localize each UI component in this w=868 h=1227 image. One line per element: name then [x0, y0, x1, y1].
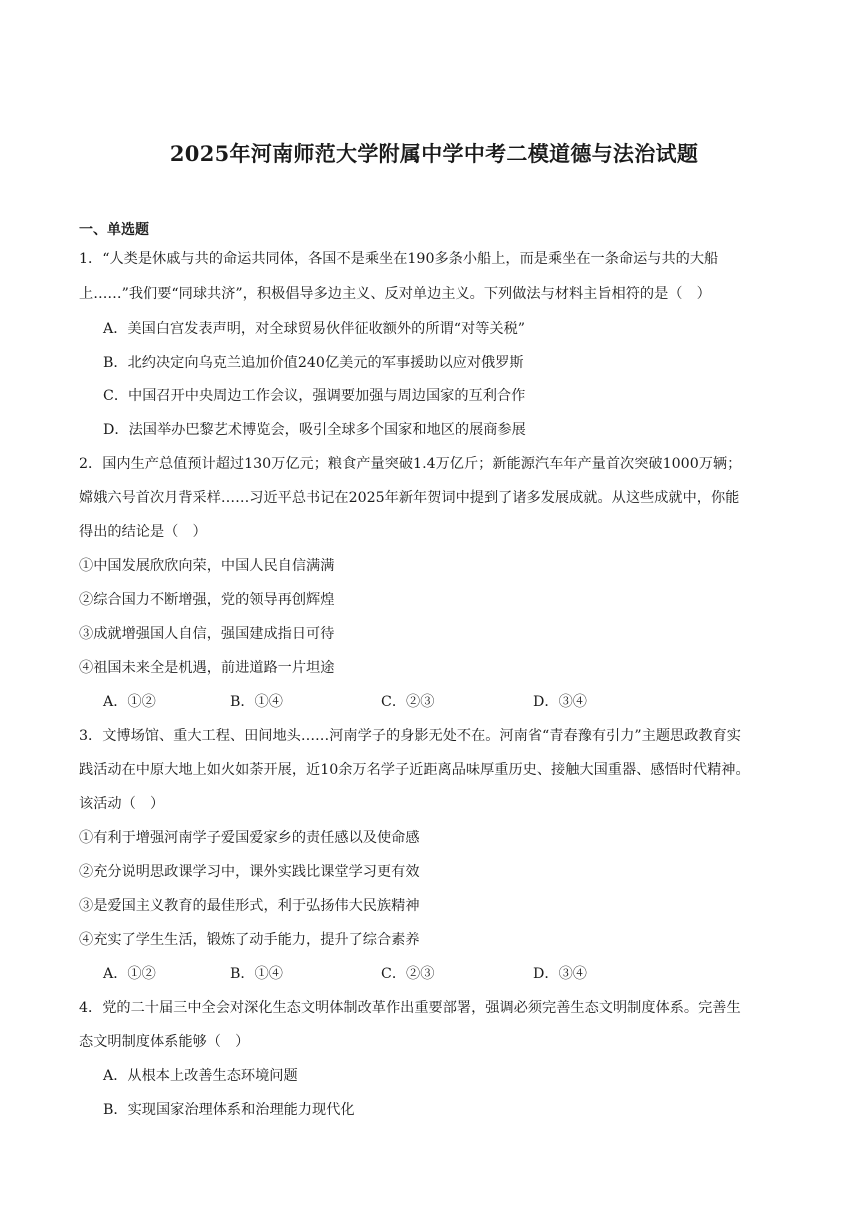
- page-title: 2025年河南师范大学附属中学中考二模道德与法治试题: [169, 141, 699, 166]
- question-1-option-a: A．美国白宫发表声明，对全球贸易伙伴征收额外的所谓“对等关税”: [103, 321, 526, 337]
- question-3-statement-4: ④充实了学生生活，锻炼了动手能力，提升了综合素养: [79, 932, 420, 948]
- question-3-choice-b: B．①④: [230, 966, 283, 982]
- question-2-choice-a: A．①②: [103, 694, 156, 710]
- question-2-statement-2: ②综合国力不断增强，党的领导再创辉煌: [79, 592, 335, 608]
- question-3-statement-1: ①有利于增强河南学子爱国爱家乡的责任感以及使命感: [79, 830, 420, 846]
- question-3-line-1: 3．文博场馆、重大工程、田间地头……河南学子的身影无处不在。河南省“青春豫有引力”主题思政教育实: [79, 728, 741, 744]
- question-4-option-b: B．实现国家治理体系和治理能力现代化: [103, 1102, 355, 1118]
- question-2-choice-c: C．②③: [381, 694, 435, 710]
- question-3-choice-c: C．②③: [381, 966, 435, 982]
- question-3-choice-d: D．③④: [533, 966, 587, 982]
- question-2-statement-1: ①中国发展欣欣向荣，中国人民自信满满: [79, 558, 335, 574]
- question-2-line-1: 2．国内生产总值预计超过130万亿元；粮食产量突破1.4万亿斤；新能源汽车年产量首次突破1000万辆；: [79, 456, 742, 472]
- question-4-line-1: 4．党的二十届三中全会对深化生态文明体制改革作出重要部署，强调必须完善生态文明制度体系。完善生: [79, 1000, 741, 1016]
- question-1-option-c: C．中国召开中央周边工作会议，强调要加强与周边国家的互利合作: [103, 388, 526, 404]
- question-3-line-2: 践活动在中原大地上如火如荼开展，近10余万名学子近距离品味厚重历史、接触大国重器、感悟时代精神。: [79, 762, 750, 778]
- question-2-statement-4: ④祖国未来全是机遇，前进道路一片坦途: [79, 660, 335, 676]
- question-2-choice-d: D．③④: [533, 694, 587, 710]
- question-1-option-b: B．北约决定向乌克兰追加价值240亿美元的军事援助以应对俄罗斯: [103, 355, 524, 371]
- question-1-line-1: 1．“人类是休戚与共的命运共同体，各国不是乘坐在190多条小船上，而是乘坐在一条命运与共的大船: [79, 251, 719, 267]
- question-1-option-d: D．法国举办巴黎艺术博览会，吸引全球多个国家和地区的展商参展: [103, 422, 526, 438]
- question-3-choice-a: A．①②: [103, 966, 156, 982]
- question-2-line-3: 得出的结论是（ ）: [79, 524, 207, 540]
- question-3-statement-3: ③是爱国主义教育的最佳形式，利于弘扬伟大民族精神: [79, 898, 420, 914]
- question-2-line-2: 嫦娥六号首次月背采样……习近平总书记在2025年新年贺词中提到了诸多发展成就。从这些成就中，你能: [79, 490, 740, 506]
- question-4-option-a: A．从根本上改善生态环境问题: [103, 1068, 298, 1084]
- question-1-line-2: 上……”我们要“同球共济”，积极倡导多边主义、反对单边主义。下列做法与材料主旨相符的是（ ）: [79, 286, 711, 302]
- question-2-statement-3: ③成就增强国人自信，强国建成指日可待: [79, 626, 335, 642]
- question-2-choice-b: B．①④: [230, 694, 283, 710]
- question-3-line-3: 该活动（ ）: [79, 796, 165, 812]
- question-4-line-2: 态文明制度体系能够（ ）: [79, 1034, 250, 1050]
- question-3-statement-2: ②充分说明思政课学习中，课外实践比课堂学习更有效: [79, 864, 420, 880]
- section-heading: 一、单选题: [79, 222, 149, 238]
